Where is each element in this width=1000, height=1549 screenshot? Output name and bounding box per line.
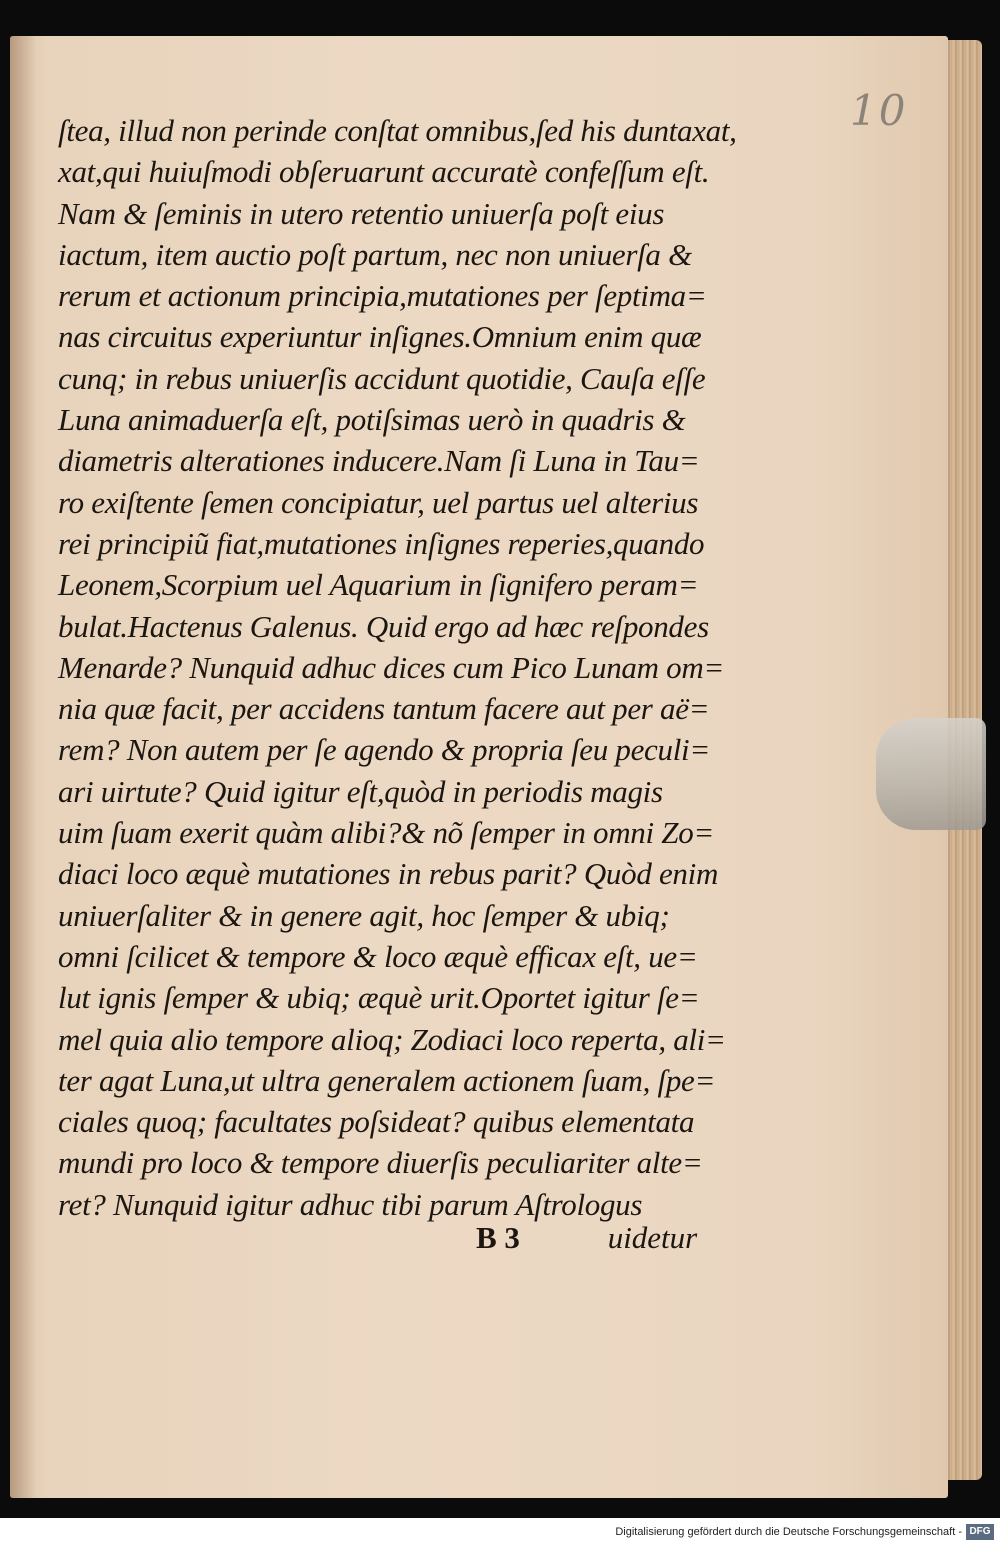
text-line: nas circuitus experiuntur inſignes.Omnium enim quæ [58,319,702,355]
text-line: ter agat Luna,ut ultra generalem actionem ſuam, ſpe= [58,1062,716,1098]
text-line: nia quæ facit, per accidens tantum facere aut per aë= [58,691,710,727]
text-line: diametris alterationes inducere.Nam ſi Luna in Tau= [58,443,700,479]
page-text [58,110,758,1225]
text-line: Luna animaduerſa eſt, potiſsimas uerò in quadris & [58,402,686,438]
text-line: uniuerſaliter & in genere agit, hoc ſemper & ubiq; [58,897,670,933]
text-line: iactum, item auctio poſt partum, nec non uniuerſa & [58,236,692,272]
catchword: uidetur [607,1220,698,1255]
text-line: rei principiũ fiat,mutationes inſignes reperies,quando [58,525,705,561]
text-line: rerum et actionum principia,mutationes per ſeptima= [58,278,707,314]
signature-line [476,1220,776,1256]
page-clip [876,718,986,830]
text-line: diaci loco æquè mutationes in rebus parit? Quòd enim [58,856,719,892]
text-line: cunq; in rebus uniuerſis accidunt quotidie, Cauſa eſſe [58,360,706,396]
text-line: ari uirtute? Quid igitur eſt,quòd in periodis magis [58,773,663,809]
text-line: mundi pro loco & tempore diuerſis peculiariter alte= [58,1145,703,1181]
text-line: ciales quoq; facultates poſsideat? quibus elementata [58,1104,695,1140]
text-line: xat,qui huiuſmodi obſeruarunt accuratè confeſſum eſt. [58,154,710,190]
dfg-logo: DFG [966,1524,994,1540]
text-line: ro exiſtente ſemen concipiatur, uel partus uel alterius [58,484,699,520]
text-line: ret? Nunquid igitur adhuc tibi parum Aſtrologus [58,1186,643,1222]
text-line: ſtea, illud non perinde conſtat omnibus,ſed his duntaxat, [58,113,737,148]
text-line: Nam & ſeminis in utero retentio uniuerſa poſt eius [58,195,665,231]
text-line: uim ſuam exerit quàm alibi?& nõ ſemper in omni Zo= [58,815,715,851]
text-line: mel quia alio tempore alioq; Zodiaci loco reperta, ali= [58,1021,726,1057]
text-line: omni ſcilicet & tempore & loco æquè efficax eſt, ue= [58,938,698,974]
text-line: rem? Non autem per ſe agendo & propria ſeu peculi= [58,732,710,768]
footer-bar [0,1518,1000,1549]
folio-number: 10 [850,86,908,135]
text-line: lut ignis ſemper & ubiq; æquè urit.Oportet igitur ſe= [58,980,700,1016]
text-line: Menarde? Nunquid adhuc dices cum Pico Lunam om= [58,649,725,685]
funding-credit: Digitalisierung gefördert durch die Deutsche Forschungsgemeinschaft - [615,1526,962,1538]
signature-mark: B 3 [476,1220,520,1255]
text-line: Leonem,Scorpium uel Aquarium in ſignifero peram= [58,567,699,603]
gutter-shadow [10,36,36,1498]
text-line: bulat.Hactenus Galenus. Quid ergo ad hæc reſpondes [58,608,709,644]
